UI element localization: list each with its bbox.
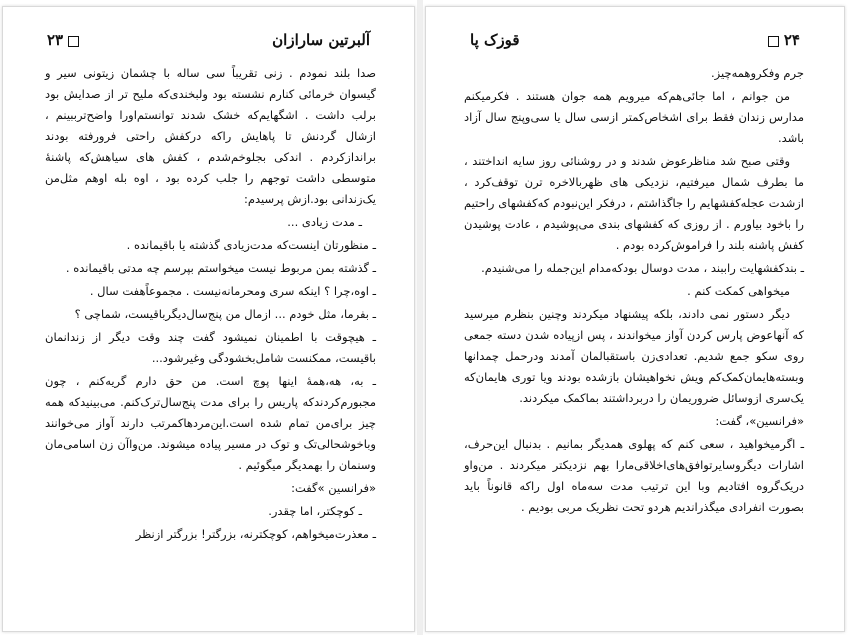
left-page-body (45, 63, 376, 547)
paragraph: من جوانم ، اما جائی‌هم‌که میرویم همه جوان هستند . فکرمیکنم مدارس زندان فقط برای اشخاص‌کمتر ازسی سال یا سی‌وپنج سال آزاد باشد. (464, 89, 804, 145)
paragraph: «فرانسین »گفت: (291, 481, 376, 495)
page-number-box-icon (68, 36, 79, 47)
paragraph: ـ بندکفشهایت راببند ، مدت دوسال بودکه‌مدام این‌جمله را می‌شنیدم. (481, 261, 804, 275)
paragraph: ـ هیچوقت با اطمینان نمیشود گفت چند وقت دیگر از زندانمان باقیست، ممکنست شامل‌بخشودگی وغیرشود... (45, 330, 376, 365)
right-running-title: قوزک پا (470, 31, 520, 49)
paragraph: ـ بفرما، مثل خودم ... ازمال من پنج‌سال‌دیگرباقیست، شماچی ؟ (74, 307, 376, 321)
paragraph: دیگر دستور نمی دادند، بلکه پیشنهاد میکردند وچنین بنظرم میرسید که آنهاعوض پارس کردن آواز میخواندند ، پس ازپیاده شدن دسته جمعی روی سکو جمع شدیم. تعدادی‌زن باستقبالمان آمدند ودرحمل چمدانها وبسته‌هایمان‌کمک‌کم ویش نخواهیشان بازشده بودند ویا توری هایمان‌که یک‌سری ازوسائل ضروریمان را دربرداشتند بما‌کمک میکردند. (464, 307, 804, 405)
paragraph: «فرانسین»، گفت: (715, 414, 804, 428)
right-page-number-group (763, 31, 800, 49)
book-gutter (417, 0, 423, 635)
paragraph: ـ کوچکتر، اما چقدر. (268, 504, 362, 518)
paragraph: ـ مدت زیادی ... (287, 215, 362, 229)
right-page-body (464, 63, 804, 520)
paragraph: ـ گذشته بمن مربوط نیست میخواستم بپرسم چه مدتی باقیمانده . (65, 261, 376, 275)
page-number-box-icon (768, 36, 779, 47)
paragraph: ـ معذرت‌میخواهم، کوچکترنه، بزرگتر! بزرگتر ازنظر (135, 527, 376, 541)
right-page-header (470, 31, 800, 55)
left-page-header (47, 31, 370, 55)
paragraph: جرم وفکروهمه‌چیز. (711, 66, 804, 80)
paragraph: ـ اوه،چرا ؟ اینکه سری ومحرمانه‌نیست . مجموعاًهفت سال . (89, 284, 376, 298)
paragraph: میخواهی کمکت کنم . (687, 284, 790, 298)
paragraph: صدا بلند نمودم . زنی تقریباً سی ساله با چشمان زیتونی سیر و گیسوان خرمائی کنارم نشسته بود ولبخندی‌که ملیح تر از صدایش بود برلب داشت . اشگهایم‌که خشک شدند توانستم‌اورا واضح‌تر‌ببینم ، ازشال گردنش تا پاهایش راکه درکفش راحتی فرورفته بودند برانداز‌کردم . اندکی بجلوخم‌شدم ، کفش های سیاهش‌که پاشنهٔ متوسطی داشت توجهم را جلب کرده بود ، اوه بله اوهم مثل‌من یک‌زندانی بود.ازش پرسیدم: (45, 66, 376, 206)
paragraph: ـ به، هه،همهٔ اینها پوچ است. من حق دارم گریه‌کنم ، چون مجبورم‌کردندکه پاریس را برای مدت پنج‌سال‌ترک‌کنم. می‌بینیدکه همه چیز برای‌من تمام شده است.این‌مردهاکمرتب دارند آواز می‌خوانند وباخوشحالی‌تک و توک در مسیر پیاده میشوند. من‌واآن زن اسامی‌مان وسنمان را بهمدیگر میگوئیم . (45, 374, 376, 472)
right-page-number: ۲۴ (783, 31, 800, 49)
left-page (2, 6, 415, 632)
right-page (425, 6, 845, 632)
left-page-number-group (47, 31, 84, 49)
left-page-number: ۲۳ (47, 31, 64, 49)
left-running-title: آلبرتین سارازان (272, 31, 370, 49)
paragraph: ـ منظورتان اینست‌که مدت‌زیادی گذشته یا باقیمانده . (126, 238, 376, 252)
paragraph: وقتی صبح شد مناظرعوض شدند و در روشنائی روز سایه انداختند ، ما بطرف شمال میرفتیم، نزدیکی های ظهربالاخره ترن توقف‌کرد ، ازشدت عجله‌کفشهایم را جاگذاشتم ، درفکر این‌نبودم که‌کفشهای راحتیم را باخود بیاورم . از روزی که کفشهای بندی می‌پوشیدم ، عادت پوشیدن کفش پاشنه بلند را فراموش‌کرده بودم . (464, 154, 804, 252)
paragraph: ـ اگرمیخواهید ، سعی کنم که پهلوی همدیگر بمانیم . بدنبال این‌حرف، اشارات دیگروسایرتوافق‌های‌اخلاقی‌مارا بهم نزدیکتر میکردند . من‌واو دریک‌گروه افتادیم وبا این ترتیب مدت سه‌ماه اول راکه قانوناً باید بصورت انفرادی میگذراندیم هردو تحت نظریک مربی بودیم . (464, 437, 804, 514)
